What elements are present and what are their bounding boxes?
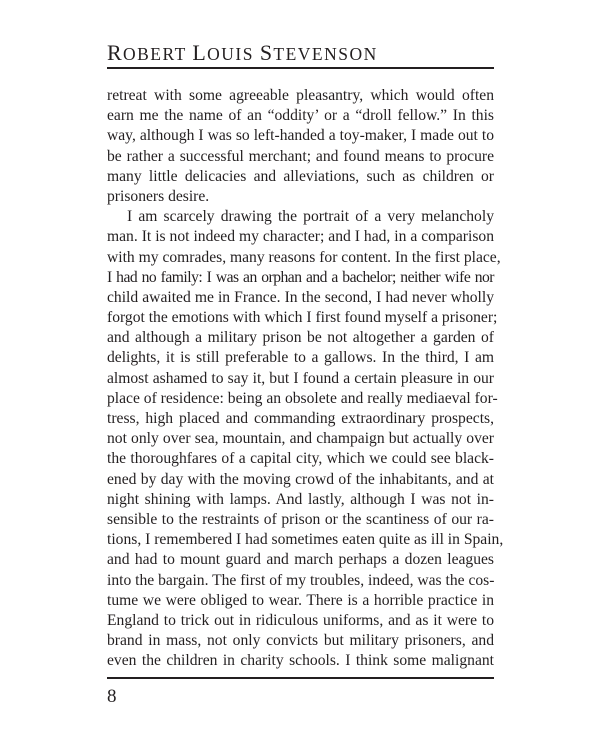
author-smallcaps-tevenson: TEVENSON xyxy=(273,44,378,64)
text-line: prisoners desire. xyxy=(107,187,210,205)
text-line: tress, high placed and commanding extraordinary prospects, xyxy=(107,410,494,427)
author-initial-r: R xyxy=(107,40,123,65)
author-initial-s: S xyxy=(259,40,274,65)
page-number: 8 xyxy=(107,686,117,707)
text-line: night shining with lamps. And lastly, although I was not in- xyxy=(107,490,494,508)
text-line: retreat with some agreeable pleasantry, which would often xyxy=(107,87,494,104)
text-line: sensible to the restraints of prison or the scantiness of our ra- xyxy=(107,510,494,528)
text-line: forgot the emotions with which I first found myself a prisoner; xyxy=(107,309,498,327)
text-line: earn me the name of an “oddity’ or a “droll fellow.” In this xyxy=(107,107,494,125)
text-line: not only over sea, mountain, and champaign but actually over xyxy=(107,430,494,448)
text-line: ened by day with the moving crowd of the inhabitants, and at xyxy=(107,470,494,488)
text-line: I am scarcely drawing the portrait of a very melancholy xyxy=(127,208,494,226)
text-line: with my comrades, many reasons for content. In the first place, xyxy=(107,248,501,266)
text-line: way, although I was so left-handed a toy-maker, I made out to xyxy=(107,127,494,145)
text-line: delights, it is still preferable to a gallows. In the third, I am xyxy=(107,349,494,367)
author-smallcaps-ouis: OUIS xyxy=(207,44,260,64)
text-line: almost ashamed to say it, but I found a certain pleasure in our xyxy=(107,369,494,387)
footer-rule xyxy=(107,677,494,679)
running-head-author xyxy=(107,40,378,66)
text-line: England to trick out in ridiculous uniforms, and as it were to xyxy=(107,611,494,629)
text-line: man. It is not indeed my character; and I had, in a comparison xyxy=(107,228,494,246)
text-line: I had no family: I was an orphan and a bachelor; neither wife nor xyxy=(107,268,494,286)
text-line: into the bargain. The first of my troubles, indeed, was the cos- xyxy=(107,571,495,589)
text-line: and although a military prison be not altogether a garden of xyxy=(107,329,494,347)
text-line: many little delicacies and alleviations, such as children or xyxy=(107,167,494,185)
text-line: child awaited me in France. In the second, I had never wholly xyxy=(107,288,494,306)
author-smallcaps-obert: OBERT xyxy=(122,44,193,64)
text-line: and had to mount guard and march perhaps a dozen leagues xyxy=(107,551,494,569)
text-line: be rather a successful merchant; and found means to procure xyxy=(107,147,494,165)
text-line: even the children in charity schools. I think some malignant xyxy=(107,652,494,670)
author-initial-l: L xyxy=(192,40,208,65)
text-line: place of residence: being an obsolete and really mediaeval for- xyxy=(107,389,498,407)
text-line: the thoroughfares of a capital city, which we could see black- xyxy=(107,450,494,468)
text-line: brand in mass, not only convicts but military prisoners, and xyxy=(107,632,494,650)
body-text xyxy=(107,86,504,671)
text-line: tume we were obliged to wear. There is a horrible practice in xyxy=(107,591,494,609)
text-line: tions, I remembered I had sometimes eaten quite as ill in Spain, xyxy=(107,531,504,549)
header-rule xyxy=(107,67,494,69)
